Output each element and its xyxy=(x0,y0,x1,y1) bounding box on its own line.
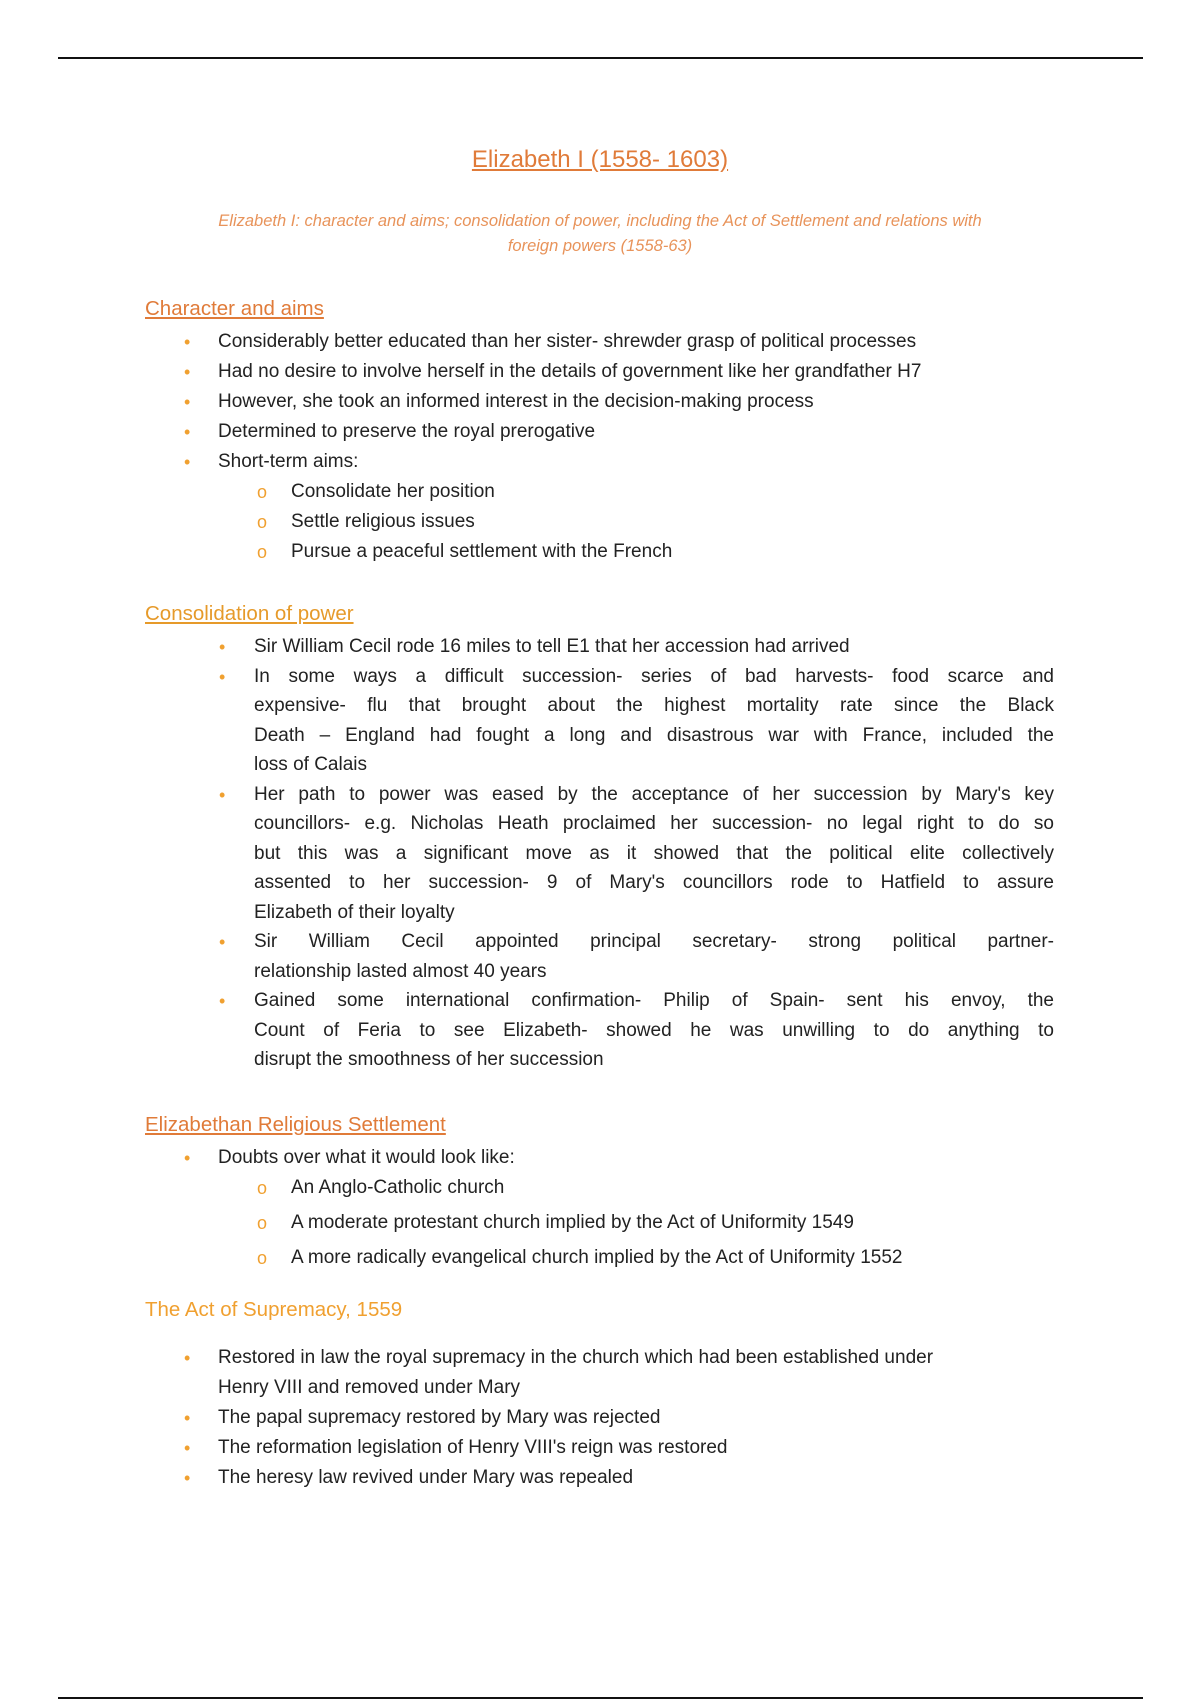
section-heading-consolidation: Consolidation of power xyxy=(145,602,354,625)
list-item-line: Count of Feria to see Elizabeth- showed he was unwilling to do anything to xyxy=(254,1019,1054,1041)
sub-list-item: A moderate protestant church implied by the Act of Uniformity 1549 xyxy=(291,1212,854,1233)
list-item-line: Death – England had fought a long and disastrous war with France, included the xyxy=(254,724,1054,746)
list-item: Short-term aims: xyxy=(218,451,359,472)
list-item-line: Gained some international confirmation- Philip of Spain- sent his envoy, the xyxy=(254,990,1054,1011)
bullet-icon: • xyxy=(184,362,191,382)
list-item-line: In some ways a difficult succession- series of bad harvests- food scarce and xyxy=(254,665,1054,687)
list-item: However, she took an informed interest in the decision-making process xyxy=(218,391,814,412)
list-item-line: Elizabeth of their loyalty xyxy=(254,901,455,923)
section-heading-religious: Elizabethan Religious Settlement xyxy=(145,1113,446,1136)
top-rule xyxy=(58,57,1143,59)
list-item-line: Sir William Cecil appointed principal secretary- strong political partner- xyxy=(254,931,1054,952)
sub-list-item: A more radically evangelical church implied by the Act of Uniformity 1552 xyxy=(291,1247,903,1268)
list-item-line: Her path to power was eased by the acceptance of her succession by Mary's key xyxy=(254,783,1054,805)
bullet-icon: • xyxy=(219,991,226,1011)
bullet-icon: • xyxy=(219,784,226,805)
bullet-icon: • xyxy=(184,452,191,472)
bottom-rule xyxy=(58,1697,1143,1699)
list-item-line: Sir William Cecil rode 16 miles to tell E1 that her accession had arrived xyxy=(254,636,850,657)
subtitle-line-1: Elizabeth I: character and aims; consolidation of power, including the Act of Settlement and relations with xyxy=(218,212,982,230)
bullet-icon: • xyxy=(184,1148,191,1168)
bullet-icon: • xyxy=(219,932,226,952)
sub-bullet-icon: o xyxy=(257,1213,268,1233)
list-item-line: The heresy law revived under Mary was repealed xyxy=(218,1467,634,1488)
list-item: Considerably better educated than her sister- shrewder grasp of political processes xyxy=(218,331,917,352)
list-item-line: The reformation legislation of Henry VIII's reign was restored xyxy=(218,1437,728,1458)
list-item-line: relationship lasted almost 40 years xyxy=(254,960,547,982)
list-item-line: loss of Calais xyxy=(254,754,367,775)
list-item-line: Henry VIII and removed under Mary xyxy=(218,1377,521,1398)
sub-bullet-icon: o xyxy=(257,482,268,502)
page-title: Elizabeth I (1558- 1603) xyxy=(471,146,729,173)
bullet-icon: • xyxy=(184,1468,191,1488)
bullet-icon: • xyxy=(184,422,191,442)
bullet-icon: • xyxy=(184,1348,191,1368)
list-item: Had no desire to involve herself in the details of government like her grandfather H7 xyxy=(218,361,922,382)
section-heading-character: Character and aims xyxy=(145,297,324,320)
sub-list-item: Settle religious issues xyxy=(291,511,475,532)
list-item-line: expensive- flu that brought about the highest mortality rate since the Black xyxy=(254,695,1054,716)
bullet-icon: • xyxy=(184,332,191,352)
list-item-line: disrupt the smoothness of her succession xyxy=(254,1049,604,1070)
bullet-icon: • xyxy=(184,1438,191,1458)
sub-bullet-icon: o xyxy=(257,1178,268,1198)
bullet-icon: • xyxy=(184,1408,191,1428)
list-item-line: assented to her succession- 9 of Mary's councillors rode to Hatfield to assure xyxy=(254,872,1054,893)
list-item-line: but this was a significant move as it showed that the political elite collectively xyxy=(254,842,1054,864)
sub-list-item: Consolidate her position xyxy=(291,481,495,502)
sub-bullet-icon: o xyxy=(257,1248,268,1268)
sub-bullet-icon: o xyxy=(257,542,268,562)
bullet-icon: • xyxy=(184,392,191,412)
section-heading-supremacy: The Act of Supremacy, 1559 xyxy=(145,1298,403,1321)
bullet-icon: • xyxy=(219,666,226,687)
sub-bullet-icon: o xyxy=(257,512,268,532)
list-item-line: councillors- e.g. Nicholas Heath proclaimed her succession- no legal right to do so xyxy=(254,813,1054,834)
list-item-line: Restored in law the royal supremacy in the church which had been established under xyxy=(218,1347,934,1368)
list-item-line: The papal supremacy restored by Mary was rejected xyxy=(218,1407,661,1428)
sub-list-item: Pursue a peaceful settlement with the French xyxy=(291,541,673,562)
sub-list-item: An Anglo-Catholic church xyxy=(291,1177,505,1198)
list-item: Doubts over what it would look like: xyxy=(218,1147,515,1168)
list-item: Determined to preserve the royal prerogative xyxy=(218,421,596,442)
bullet-icon: • xyxy=(219,637,226,657)
subtitle-line-2: foreign powers (1558-63) xyxy=(507,237,693,255)
